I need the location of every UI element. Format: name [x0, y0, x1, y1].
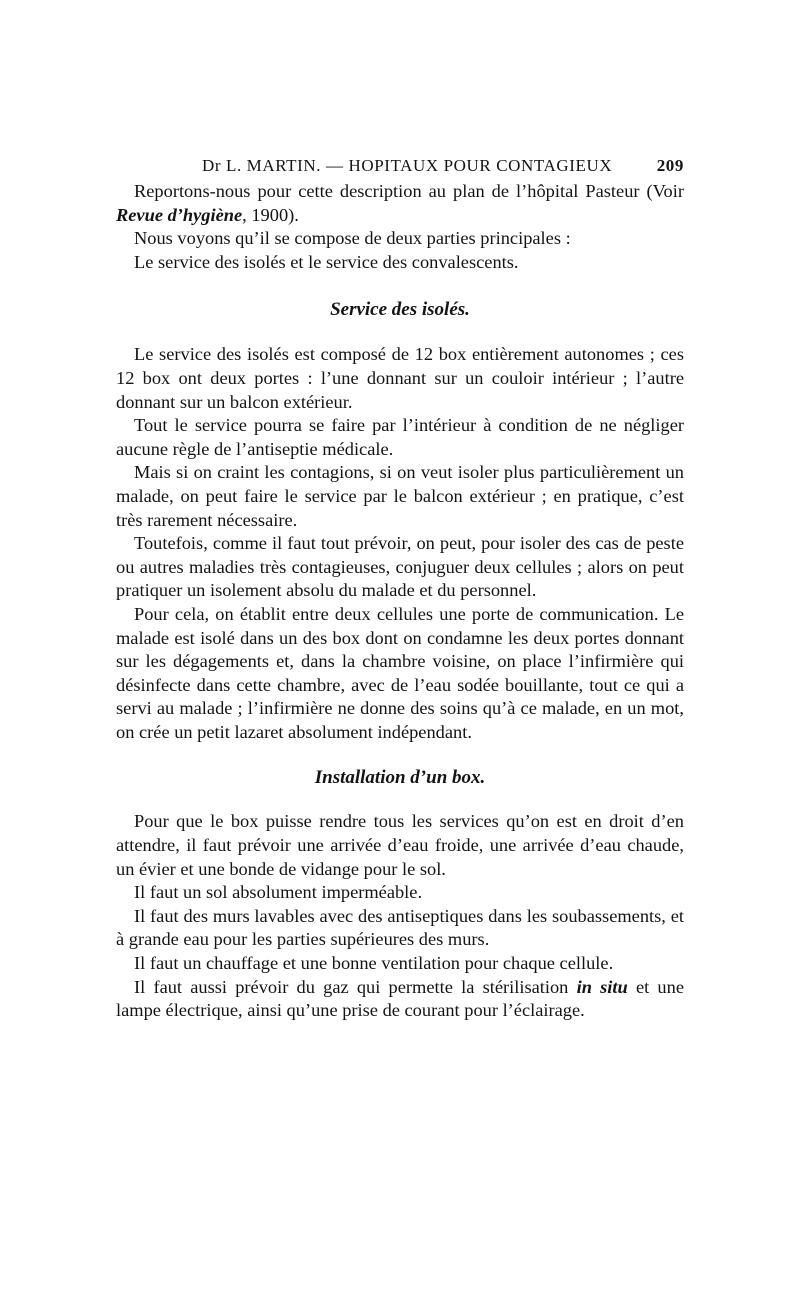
installation-paragraph-3: Il faut des murs lavables avec des antiseptiques dans les soubassements, et à grande eau pour les parties supérieures des murs.: [116, 905, 684, 950]
installation-paragraph-2: Il faut un sol absolument imperméable.: [134, 882, 423, 903]
isoles-paragraph-2: Tout le service pourra se faire par l’intérieur à condition de ne négliger aucune règle de l’antiseptie médicale.: [116, 415, 684, 459]
page-number: 209: [656, 156, 684, 175]
in-situ-term: in situ: [576, 976, 628, 997]
installation-paragraph-5: [116, 976, 684, 1023]
isoles-paragraph-5: Pour cela, on établit entre deux cellules une porte de communication. Le malade est isolé dans un des box dont on condamne les deux portes donnant sur les dégagements et, dans la chambre voisine, on place l’infirmière qui désinfecte dans cette chambre, avec de l’eau sodée bouillante, tout ce qui a servi au malade ; l’infirmière ne donne des soins qu’à ce malade, en un mot, on crée un petit lazaret absolument indépendant.: [116, 603, 684, 742]
isoles-paragraph-1: Le service des isolés est composé de 12 box entièrement autonomes ; ces 12 box ont deux portes : l’une donnant sur un couloir intérieur ; l’autre donnant sur un balcon extérieur.: [116, 344, 684, 412]
installation-paragraph-4: Il faut un chauffage et une bonne ventilation pour chaque cellule.: [134, 953, 614, 974]
section-heading-installation: Installation d’un box.: [314, 767, 486, 789]
isoles-paragraph-3: Mais si on craint les contagions, si on veut isoler plus particulièrement un malade, on peut faire le service par le balcon extérieur ; en pratique, c’est très rarement nécessaire.: [116, 462, 684, 530]
installation-paragraph-1: Pour que le box puisse rendre tous les services qu’on est en droit d’en attendre, il faut prévoir une arrivée d’eau froide, une arrivée d’eau chaude, un évier et une bonde de vidange pour le sol.: [116, 811, 684, 879]
running-head: [116, 152, 684, 180]
book-page: [116, 152, 684, 1023]
intro-paragraph-1: [116, 180, 684, 227]
intro-text-before: Reportons-nous pour cette description au plan de l’hôpital Pasteur (Voir: [134, 181, 684, 201]
section-heading-isoles: Service des isolés.: [330, 299, 470, 321]
running-title: Dr L. MARTIN. — HOPITAUX POUR CONTAGIEUX: [202, 156, 613, 175]
installation-text-after: et une lampe électrique, ainsi qu’une prise de courant pour l’éclairage.: [116, 976, 684, 1021]
intro-text-after: , 1900).: [242, 204, 299, 225]
intro-paragraph-2: Nous voyons qu’il se compose de deux parties principales :: [134, 228, 571, 249]
journal-title: Revue d’hygiène: [116, 204, 243, 225]
intro-paragraph-3: Le service des isolés et le service des convalescents.: [134, 251, 519, 272]
installation-text-before: Il faut aussi prévoir du gaz qui permette la stérilisation: [134, 976, 577, 997]
isoles-paragraph-4: Toutefois, comme il faut tout prévoir, on peut, pour isoler des cas de peste ou autres maladies très contagieuses, conjuguer deux cellules ; alors on peut pratiquer un isolement absolu du malade et du personnel.: [116, 533, 684, 601]
